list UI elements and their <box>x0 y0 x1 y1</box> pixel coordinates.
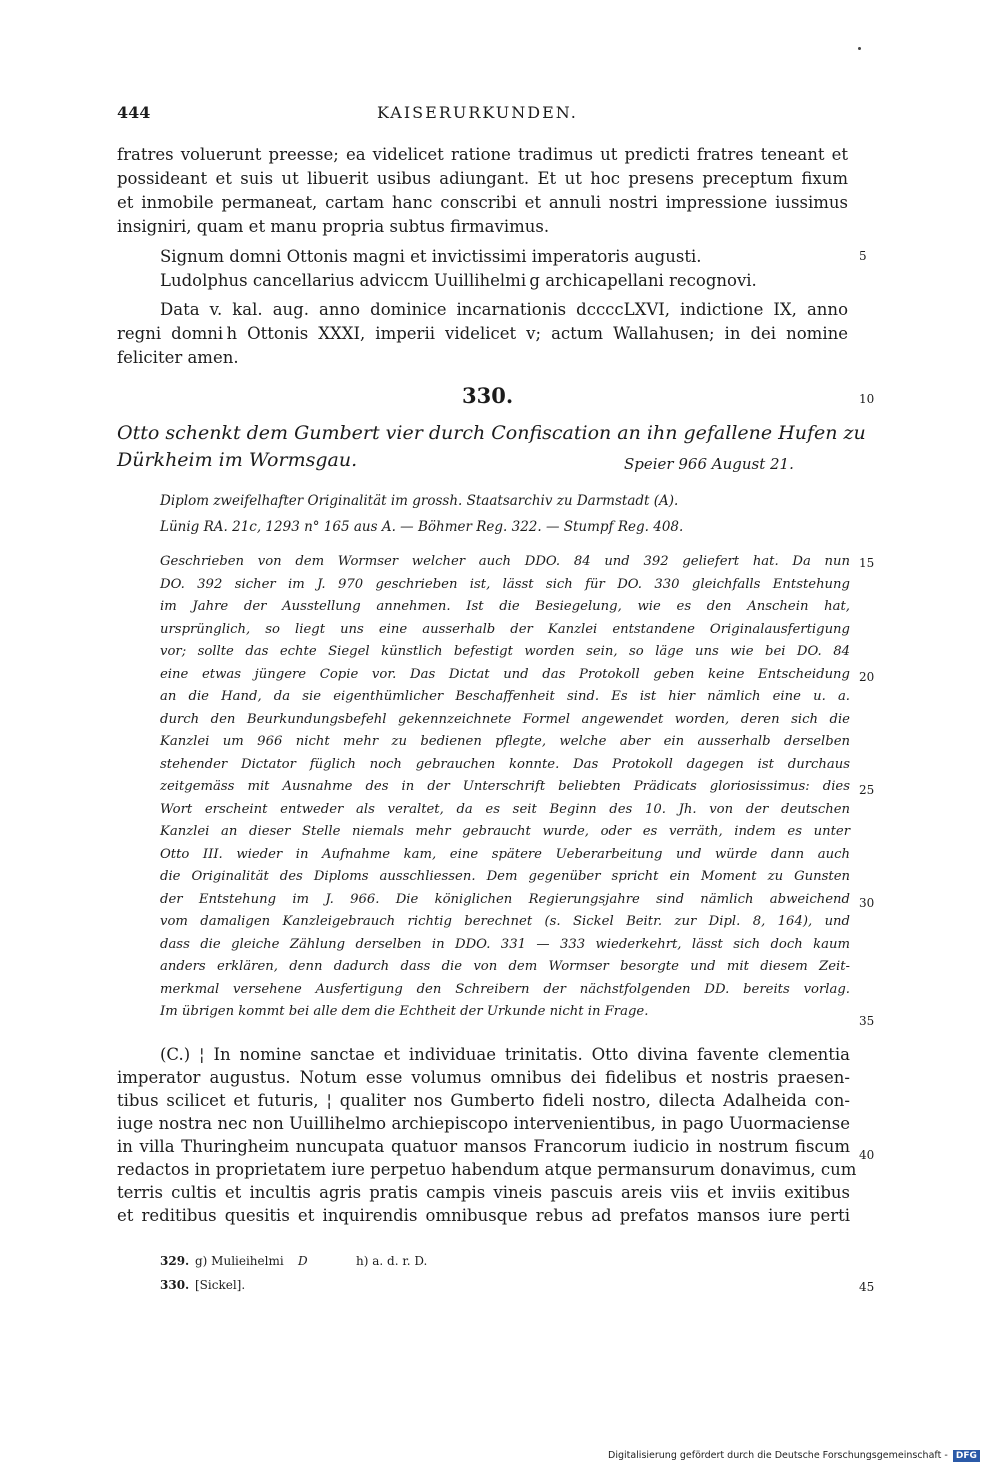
text-line: (C.) ¦ In nomine sanctae et individuae trinitatis. Otto divina favente clementia <box>160 1045 850 1064</box>
text-line: et reditibus quesitis et inquirendis omnibusque rebus ad prefatos mansos iure perti <box>117 1206 850 1225</box>
commentary-line: Geschrieben von dem Wormser welcher auch DDO. 84 und 392 geliefert hat. Da nun <box>160 554 850 569</box>
commentary-line: anders erklären, denn dadurch dass die von dem Wormser besorgte und mit diesem Zeit- <box>160 959 850 974</box>
line-number: 20 <box>859 670 875 684</box>
footnote-text: [Sickel]. <box>195 1278 246 1292</box>
commentary-line: Kanzlei an dieser Stelle niemals mehr gebraucht wurde, oder es verräth, indem es unter <box>160 824 850 839</box>
commentary-line: Wort erscheint entweder als veraltet, da es seit Beginn des 10. Jh. von der deutschen <box>160 801 850 817</box>
line-number: 5 <box>859 249 867 263</box>
footnote-g: g) Mulieihelmi <box>195 1254 284 1268</box>
text-line: imperator augustus. Notum esse volumus omnibus dei fidelibus et nostris praesen- <box>117 1068 850 1087</box>
commentary-line: DO. 392 sicher im J. 970 geschrieben ist, lässt sich für DO. 330 gleichfalls Entstehung <box>160 576 850 592</box>
editions-line: Lünig RA. 21c, 1293 n° 165 aus A. — Böhmer Reg. 322. — Stumpf Reg. 408. <box>160 519 684 535</box>
footnote-number: 330. <box>160 1278 190 1292</box>
line-number: 45 <box>859 1280 875 1294</box>
text-line: insigniri, quam et manu propria subtus firmavimus. <box>117 217 550 236</box>
text-line: terris cultis et incultis agris pratis campis vineis pascuis areis viis et inviis exitibus <box>117 1183 850 1202</box>
commentary-line: Kanzlei um 966 nicht mehr zu bedienen pflegte, welche aber ein ausserhalb derselben <box>160 734 850 749</box>
specks <box>858 47 861 50</box>
line-number: 35 <box>859 1014 875 1028</box>
commentary-line: die Originalität des Diploms ausschliessen. Dem gegenüber spricht ein Moment zu Gunsten <box>160 869 850 884</box>
commentary-line: vor; sollte das echte Siegel künstlich befestigt worden sein, so läge uns wie bei DO. 84 <box>160 644 850 659</box>
regest-line: Dürkheim im Wormsgau. <box>117 449 358 471</box>
commentary-line: Im übrigen kommt bei alle dem die Echtheit der Urkunde nicht in Frage. <box>160 1004 649 1019</box>
line-number: 15 <box>859 556 875 570</box>
line-number: 10 <box>859 392 875 406</box>
place-date: Speier 966 August 21. <box>624 455 794 473</box>
dating-line: regni domni h Ottonis XXXI, imperii videlicet v; actum Wallahusen; in dei nomine <box>117 324 848 343</box>
text-line: in villa Thuringheim nuncupata quatuor mansos Francorum iudicio in nostrum fiscum <box>117 1137 850 1156</box>
funding-text: Digitalisierung gefördert durch die Deutsche Forschungsgemeinschaft - <box>608 1450 948 1461</box>
commentary-line: merkmal versehene Ausfertigung den Schreibern der nächstfolgenden DD. bereits vorlag. <box>160 981 850 997</box>
commentary-line: ursprünglich, so liegt uns eine ausserhalb der Kanzlei entstandene Originalausfertigung <box>160 621 850 637</box>
funding-note <box>608 1443 980 1462</box>
text-line: et inmobile permaneat, cartam hanc conscribi et annuli nostri impressione iussimus <box>117 193 848 212</box>
regest-line: Otto schenkt dem Gumbert vier durch Confiscation an ihn gefallene Hufen zu <box>117 422 866 444</box>
commentary-line: eine etwas jüngere Copie vor. Das Dictat und das Protokoll geben keine Entscheidung <box>160 666 850 682</box>
text-line: redactos in proprietatem iure perpetuo habendum atque permansurum donavimus, cum <box>117 1160 857 1179</box>
line-number: 25 <box>859 783 875 797</box>
commentary-line: stehender Dictator füglich noch gebrauchen konnte. Das Protokoll dagegen ist durchaus <box>160 756 850 772</box>
source-line: Diplom zweifelhafter Originalität im grossh. Staatsarchiv zu Darmstadt (A). <box>160 493 679 509</box>
commentary-line: im Jahre der Ausstellung annehmen. Ist die Besiegelung, wie es den Anschein hat, <box>160 599 850 614</box>
commentary-line: Otto III. wieder in Aufnahme kam, eine spätere Ueberarbeitung und würde dann auch <box>160 846 850 862</box>
commentary-line: der Entstehung im J. 966. Die königlichen Regierungsjahre sind nämlich abweichend <box>160 891 850 907</box>
page-number: 444 <box>117 103 151 122</box>
text-line: fratres voluerunt preesse; ea videlicet ratione tradimus ut predicti fratres teneant et <box>117 145 848 164</box>
running-title: KAISERURKUNDEN. <box>377 103 578 122</box>
dfg-logo: DFG <box>953 1450 980 1462</box>
signum-line: Signum domni Ottonis magni et invictissimi imperatoris augusti. <box>160 247 702 266</box>
footnote-number: 329. <box>160 1254 190 1268</box>
footnote-h: h) a. d. r. D. <box>356 1254 428 1268</box>
dating-line: Data v. kal. aug. anno dominice incarnationis dccccLXVI, indictione IX, anno <box>160 300 848 319</box>
footnote-g-source: D <box>298 1254 308 1268</box>
dating-line: feliciter amen. <box>117 348 239 367</box>
recognition-line: Ludolphus cancellarius adviccm Uuillihelmi g archicapellani recognovi. <box>160 271 757 290</box>
commentary-line: vom damaligen Kanzleigebrauch richtig berechnet (s. Sickel Beitr. zur Dipl. 8, 164), und <box>160 914 850 929</box>
commentary-line: zeitgemäss mit Ausnahme des in der Unterschrift beliebten Prädicats gloriosissimus: dies <box>160 779 850 794</box>
line-number: 30 <box>859 896 875 910</box>
text-line: iuge nostra nec non Uuillihelmo archiepiscopo intervenientibus, in pago Uuormaciense <box>117 1114 850 1133</box>
commentary-line: dass die gleiche Zählung derselben in DDO. 331 — 333 wiederkehrt, lässt sich doch kaum <box>160 936 850 952</box>
text-line: possideant et suis ut libuerit usibus adiungant. Et ut hoc presens preceptum fixum <box>117 169 848 188</box>
document-number: 330. <box>462 383 514 408</box>
line-number: 40 <box>859 1148 875 1162</box>
text-line: tibus scilicet et futuris, ¦ qualiter nos Gumberto fideli nostro, dilecta Adalheida con- <box>117 1091 850 1110</box>
commentary-line: an die Hand, da sie eigenthümlicher Beschaffenheit sind. Es ist hier nämlich eine u. a. <box>160 689 850 704</box>
commentary-line: durch den Beurkundungsbefehl gekennzeichnete Formel angewendet worden, deren sich die <box>160 711 850 727</box>
